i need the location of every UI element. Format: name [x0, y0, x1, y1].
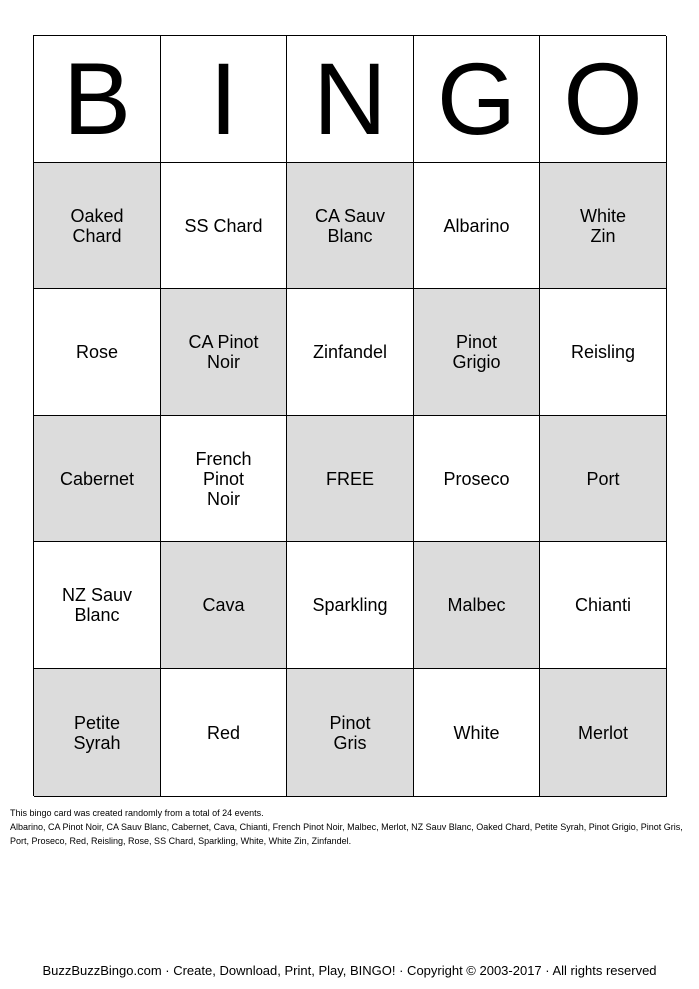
- bingo-square: Cava: [161, 542, 287, 669]
- card-footnote: [10, 806, 690, 848]
- header-letter-i: I: [161, 36, 287, 163]
- bingo-square: Merlot: [540, 669, 667, 797]
- bingo-square: Albarino: [414, 163, 540, 289]
- bingo-square: NZ Sauv Blanc: [34, 542, 161, 669]
- bingo-square: French Pinot Noir: [161, 416, 287, 542]
- bingo-square: Proseco: [414, 416, 540, 542]
- bingo-square: Malbec: [414, 542, 540, 669]
- bingo-square: Petite Syrah: [34, 669, 161, 797]
- bingo-square: Zinfandel: [287, 289, 414, 416]
- bingo-square: Sparkling: [287, 542, 414, 669]
- free-square: FREE: [287, 416, 414, 542]
- bingo-square: White Zin: [540, 163, 667, 289]
- header-letter-b: B: [34, 36, 161, 163]
- footnote-event-list: Albarino, CA Pinot Noir, CA Sauv Blanc, Cabernet, Cava, Chianti, French Pinot Noir, Malbec, Merlot, NZ Sauv Blanc, Oaked Chard, Petite Syrah, Pinot Grigio, Pinot Gris, Port, Proseco, Red, Reisling, Rose, SS Chard, Sparkling, White, White Zin, Zinfandel.: [10, 822, 683, 846]
- header-letter-o: O: [540, 36, 667, 163]
- bingo-square: Cabernet: [34, 416, 161, 542]
- bingo-square: Reisling: [540, 289, 667, 416]
- bingo-card: [33, 35, 666, 796]
- bingo-square: CA Sauv Blanc: [287, 163, 414, 289]
- bingo-square: SS Chard: [161, 163, 287, 289]
- bingo-square: Pinot Grigio: [414, 289, 540, 416]
- page-footer: BuzzBuzzBingo.com · Create, Download, Print, Play, BINGO! · Copyright © 2003-2017 · All rights reserved: [42, 963, 657, 978]
- bingo-square: CA Pinot Noir: [161, 289, 287, 416]
- bingo-square: Pinot Gris: [287, 669, 414, 797]
- bingo-square: White: [414, 669, 540, 797]
- bingo-square: Port: [540, 416, 667, 542]
- header-letter-g: G: [414, 36, 540, 163]
- bingo-square: Rose: [34, 289, 161, 416]
- footnote-summary: This bingo card was created randomly from a total of 24 events.: [10, 808, 264, 818]
- bingo-square: Oaked Chard: [34, 163, 161, 289]
- bingo-square: Red: [161, 669, 287, 797]
- header-letter-n: N: [287, 36, 414, 163]
- bingo-square: Chianti: [540, 542, 667, 669]
